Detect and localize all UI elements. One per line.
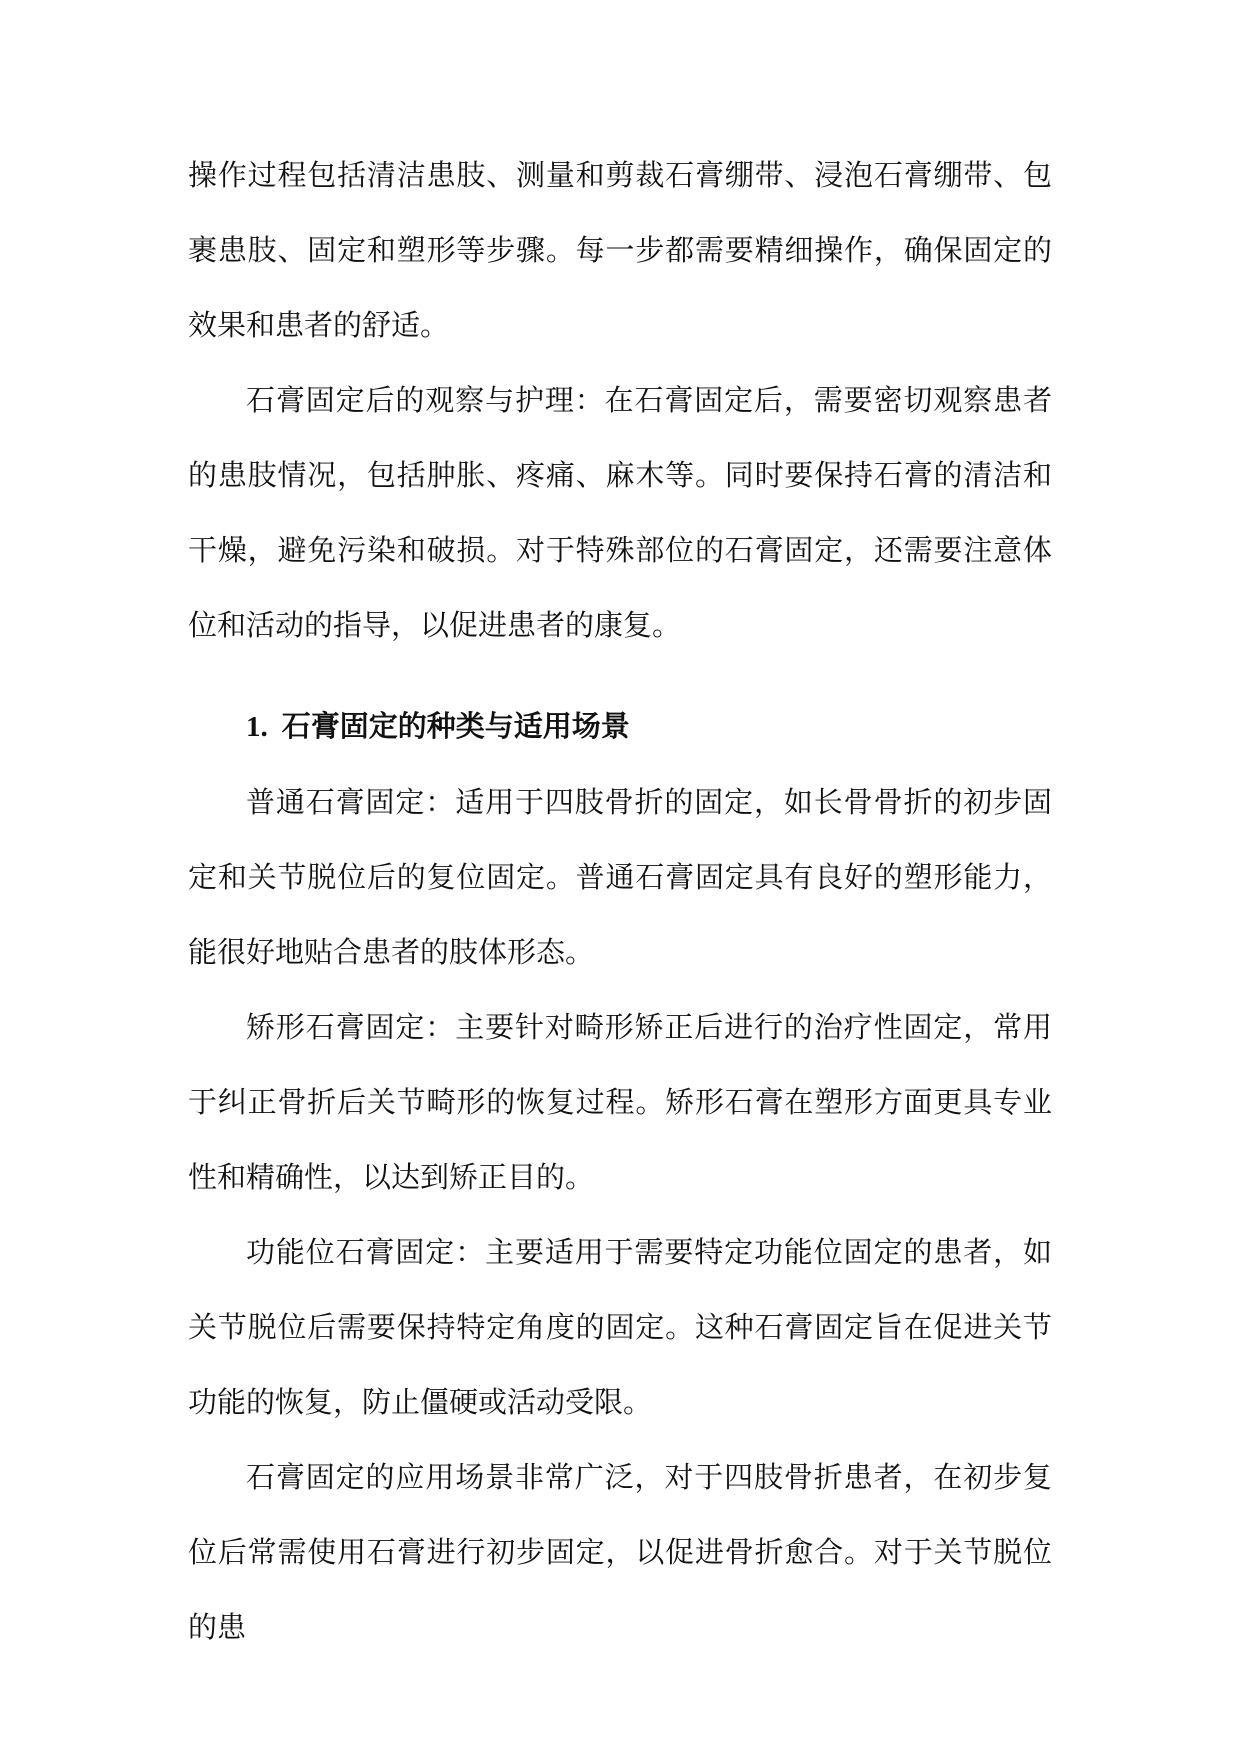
paragraph-ordinary-cast: 普通石膏固定：适用于四肢骨折的固定，如长骨骨折的初步固定和关节脱位后的复位固定。普通石膏固定具有良好的塑形能力，能很好地贴合患者的肢体形态。 <box>188 785 1052 969</box>
paragraph-functional-cast: 功能位石膏固定：主要适用于需要特定功能位固定的患者，如关节脱位后需要保持特定角度的固定。这种石膏固定旨在促进关节功能的恢复，防止僵硬或活动受限。 <box>188 1235 1052 1419</box>
section-heading <box>188 689 1052 765</box>
section-number: 1. <box>246 711 268 743</box>
section-title: 石膏固定的种类与适用场景 <box>281 709 630 743</box>
paragraph-observation-care: 石膏固定后的观察与护理：在石膏固定后，需要密切观察患者的患肢情况，包括肿胀、疼痛、麻木等。同时要保持石膏的清洁和干燥，避免污染和破损。对于特殊部位的石膏固定，还需要注意体位和活动的指导，以促进患者的康复。 <box>188 383 1052 642</box>
paragraph-application-scenarios: 石膏固定的应用场景非常广泛，对于四肢骨折患者，在初步复位后常需使用石膏进行初步固定，以促进骨折愈合。对于关节脱位的患 <box>188 1460 1052 1644</box>
paragraph-orthopedic-cast: 矫形石膏固定：主要针对畸形矫正后进行的治疗性固定，常用于纠正骨折后关节畸形的恢复过程。矫形石膏在塑形方面更具专业性和精确性，以达到矫正目的。 <box>188 1010 1052 1194</box>
paragraph-operation-steps: 操作过程包括清洁患肢、测量和剪裁石膏绷带、浸泡石膏绷带、包裹患肢、固定和塑形等步骤。每一步都需要精细操作，确保固定的效果和患者的舒适。 <box>188 158 1052 342</box>
document-page <box>188 138 1052 1665</box>
